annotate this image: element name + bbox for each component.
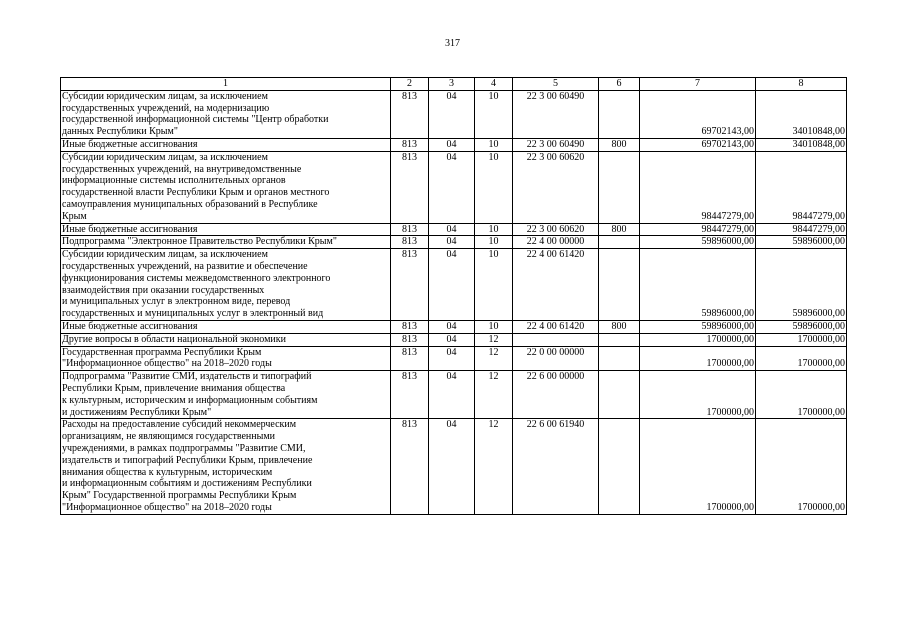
expense-type-cell [599,333,640,346]
table-row [61,333,847,346]
expense-type-cell: 800 [599,138,640,151]
ministry-code-cell: 813 [391,138,429,151]
table-header-row [61,78,847,91]
target-article-cell: 22 6 00 00000 [513,371,599,419]
subsection-code-cell: 12 [475,333,513,346]
expense-type-cell [599,90,640,138]
section-code-cell: 04 [429,346,475,371]
column-header: 2 [391,78,429,91]
subsection-code-cell: 10 [475,249,513,321]
section-code-cell: 04 [429,333,475,346]
column-header: 8 [756,78,847,91]
expense-type-cell: 800 [599,320,640,333]
table-row [61,371,847,419]
column-header: 3 [429,78,475,91]
subsection-code-cell: 12 [475,371,513,419]
amount-year-2-cell: 98447279,00 [756,151,847,223]
amount-year-1-cell: 69702143,00 [640,138,756,151]
target-article-cell: 22 4 00 61420 [513,320,599,333]
amount-year-1-cell: 98447279,00 [640,151,756,223]
amount-year-1-cell: 59896000,00 [640,236,756,249]
table-row [61,151,847,223]
target-article-cell: 22 3 00 60620 [513,223,599,236]
amount-year-1-cell: 69702143,00 [640,90,756,138]
section-code-cell: 04 [429,90,475,138]
ministry-code-cell: 813 [391,249,429,321]
amount-year-2-cell: 1700000,00 [756,419,847,514]
amount-year-2-cell: 59896000,00 [756,249,847,321]
column-header: 5 [513,78,599,91]
subsection-code-cell: 10 [475,236,513,249]
column-header: 4 [475,78,513,91]
expense-type-cell [599,371,640,419]
target-article-cell [513,333,599,346]
ministry-code-cell: 813 [391,333,429,346]
column-header: 1 [61,78,391,91]
amount-year-1-cell: 98447279,00 [640,223,756,236]
table-row [61,320,847,333]
row-name-cell: Субсидии юридическим лицам, за исключением государственных учреждений, на развитие и обеспечение функционирования системы межведомственного электронного взаимодействия при оказании государственных и муниципальных услуг в электронном виде, перевод государственных и муниципальных услуг в электронный вид [61,249,391,321]
subsection-code-cell: 10 [475,320,513,333]
ministry-code-cell: 813 [391,346,429,371]
ministry-code-cell: 813 [391,223,429,236]
target-article-cell: 22 3 00 60490 [513,138,599,151]
row-name-cell: Субсидии юридическим лицам, за исключением государственных учреждений, на модернизацию государственной информационной системы "Центр обработки данных Республики Крым" [61,90,391,138]
target-article-cell: 22 6 00 61940 [513,419,599,514]
ministry-code-cell: 813 [391,320,429,333]
table-row [61,138,847,151]
expense-type-cell [599,346,640,371]
table-row [61,236,847,249]
row-name-cell: Другие вопросы в области национальной экономики [61,333,391,346]
target-article-cell: 22 4 00 61420 [513,249,599,321]
amount-year-1-cell: 59896000,00 [640,320,756,333]
amount-year-2-cell: 59896000,00 [756,320,847,333]
subsection-code-cell: 10 [475,90,513,138]
ministry-code-cell: 813 [391,419,429,514]
column-header: 6 [599,78,640,91]
amount-year-1-cell: 1700000,00 [640,371,756,419]
amount-year-2-cell: 1700000,00 [756,346,847,371]
target-article-cell: 22 0 00 00000 [513,346,599,371]
row-name-cell: Государственная программа Республики Крым "Информационное общество" на 2018–2020 годы [61,346,391,371]
expense-type-cell [599,236,640,249]
expense-type-cell [599,419,640,514]
ministry-code-cell: 813 [391,151,429,223]
section-code-cell: 04 [429,419,475,514]
ministry-code-cell: 813 [391,90,429,138]
table-row [61,346,847,371]
amount-year-1-cell: 1700000,00 [640,419,756,514]
row-name-cell: Подпрограмма "Электронное Правительство Республики Крым" [61,236,391,249]
expense-type-cell: 800 [599,223,640,236]
page-number: 317 [445,38,460,49]
row-name-cell: Расходы на предоставление субсидий некоммерческим организациям, не являющимся государственными учреждениями, в рамках подпрограммы "Развитие СМИ, издательств и типографий Республики Крым, привлечение внимания общества к культурным, историческим и информационным событиям и достижениям Республики Крым" Государственной программы Республики Крым "Информационное общество" на 2018–2020 годы [61,419,391,514]
section-code-cell: 04 [429,320,475,333]
section-code-cell: 04 [429,249,475,321]
section-code-cell: 04 [429,138,475,151]
section-code-cell: 04 [429,236,475,249]
row-name-cell: Иные бюджетные ассигнования [61,223,391,236]
row-name-cell: Иные бюджетные ассигнования [61,138,391,151]
expense-type-cell [599,151,640,223]
table-row [61,223,847,236]
amount-year-1-cell: 1700000,00 [640,346,756,371]
amount-year-1-cell: 59896000,00 [640,249,756,321]
amount-year-2-cell: 1700000,00 [756,371,847,419]
table-row [61,249,847,321]
subsection-code-cell: 12 [475,419,513,514]
subsection-code-cell: 10 [475,151,513,223]
amount-year-2-cell: 59896000,00 [756,236,847,249]
budget-table [60,77,847,515]
subsection-code-cell: 10 [475,138,513,151]
amount-year-1-cell: 1700000,00 [640,333,756,346]
target-article-cell: 22 3 00 60620 [513,151,599,223]
subsection-code-cell: 12 [475,346,513,371]
amount-year-2-cell: 1700000,00 [756,333,847,346]
target-article-cell: 22 4 00 00000 [513,236,599,249]
table-row [61,90,847,138]
amount-year-2-cell: 98447279,00 [756,223,847,236]
row-name-cell: Субсидии юридическим лицам, за исключением государственных учреждений, на внутриведомственные информационные системы исполнительных органов государственной власти Республики Крым и органов местного самоуправления муниципальных образований в Республике Крым [61,151,391,223]
ministry-code-cell: 813 [391,236,429,249]
amount-year-2-cell: 34010848,00 [756,90,847,138]
row-name-cell: Подпрограмма "Развитие СМИ, издательств и типографий Республики Крым, привлечение внимания общества к культурным, историческим и информационным событиям и достижениям Республики Крым" [61,371,391,419]
expense-type-cell [599,249,640,321]
subsection-code-cell: 10 [475,223,513,236]
section-code-cell: 04 [429,151,475,223]
column-header: 7 [640,78,756,91]
section-code-cell: 04 [429,223,475,236]
ministry-code-cell: 813 [391,371,429,419]
row-name-cell: Иные бюджетные ассигнования [61,320,391,333]
table-row [61,419,847,514]
section-code-cell: 04 [429,371,475,419]
target-article-cell: 22 3 00 60490 [513,90,599,138]
amount-year-2-cell: 34010848,00 [756,138,847,151]
